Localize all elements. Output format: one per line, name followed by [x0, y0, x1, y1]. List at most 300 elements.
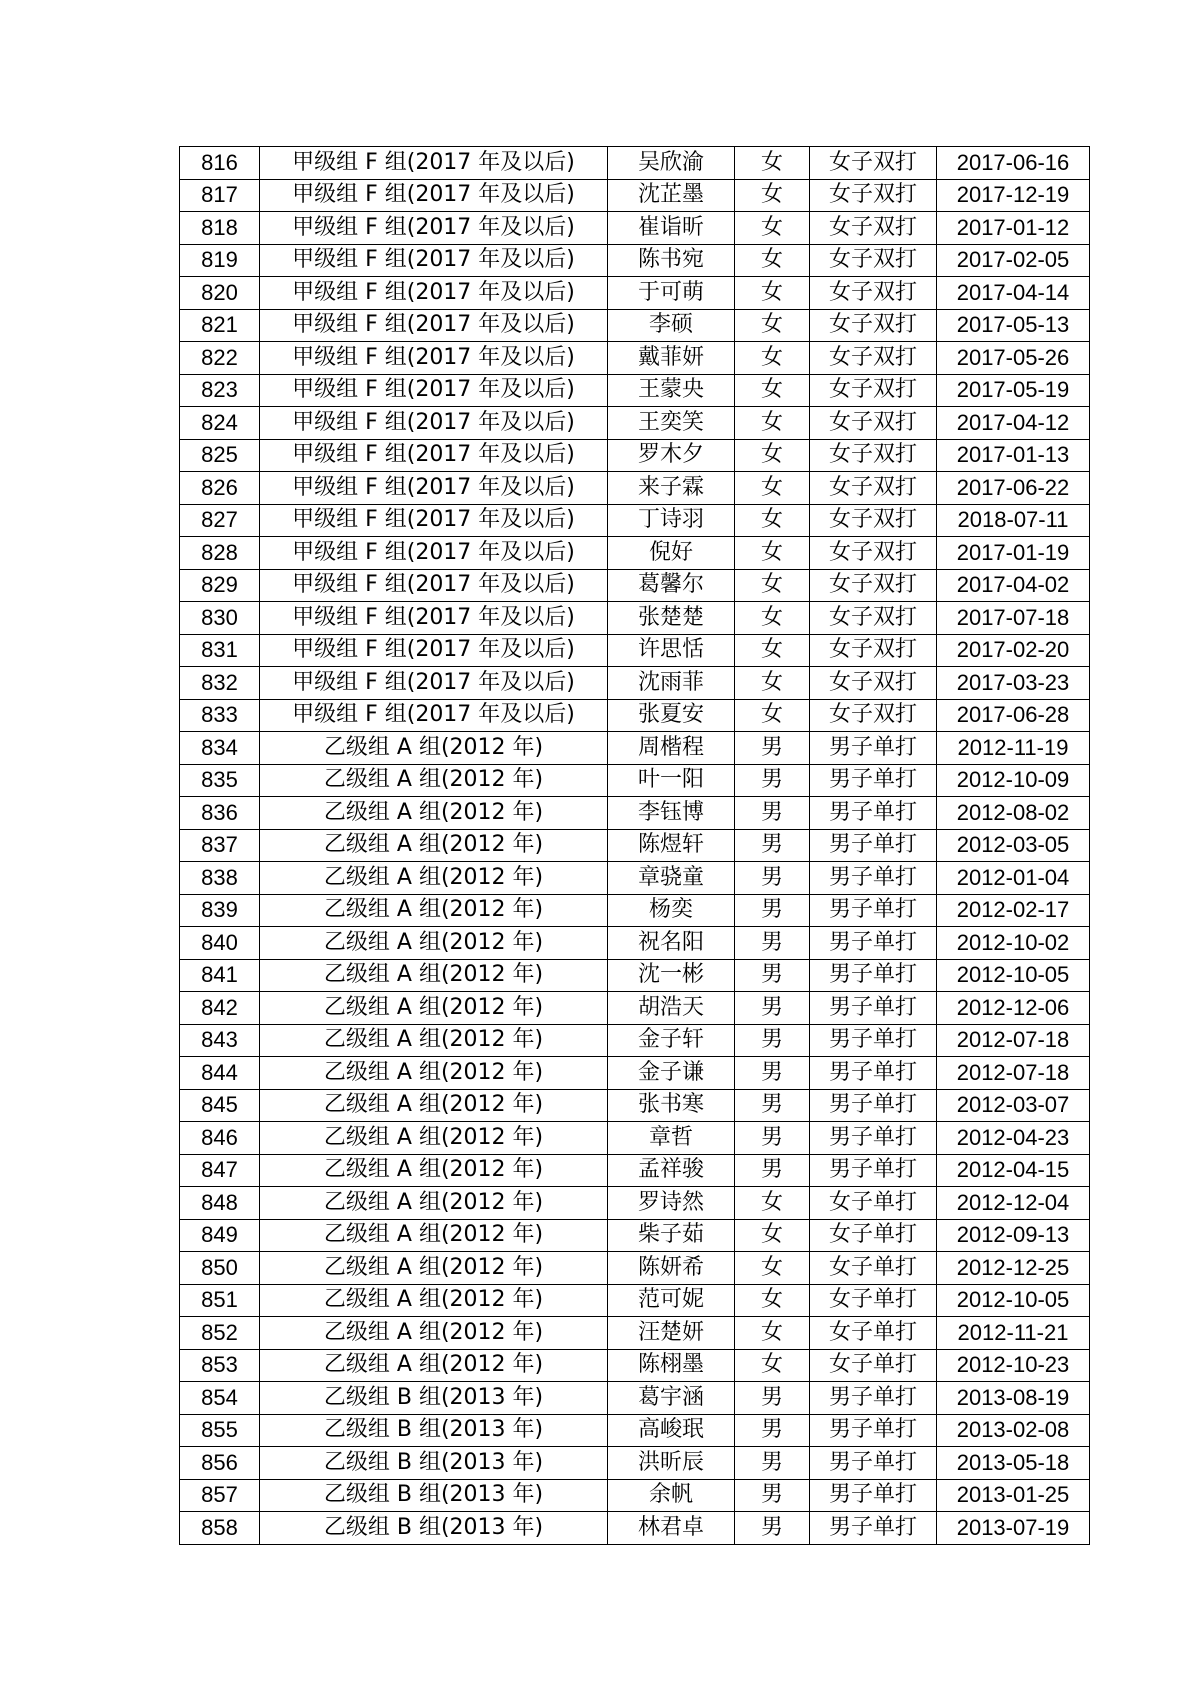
table-row — [180, 309, 1090, 342]
gender-cell: 女 — [735, 472, 810, 505]
gender-cell: 男 — [735, 862, 810, 895]
roster-table-body — [180, 147, 1090, 1545]
gender-cell: 女 — [735, 1219, 810, 1252]
gender-cell: 女 — [735, 634, 810, 667]
gender-cell: 女 — [735, 179, 810, 212]
birthdate-cell: 2012-12-06 — [937, 992, 1090, 1025]
entry-number-cell: 857 — [180, 1479, 260, 1512]
gender-cell: 女 — [735, 1187, 810, 1220]
group-cell: 甲级组 F 组(2017 年及以后) — [260, 667, 608, 700]
gender-cell: 女 — [735, 667, 810, 700]
player-name-cell: 罗木夕 — [608, 439, 735, 472]
table-row — [180, 894, 1090, 927]
table-row — [180, 1349, 1090, 1382]
birthdate-cell: 2012-10-05 — [937, 959, 1090, 992]
group-cell: 乙级组 A 组(2012 年) — [260, 1349, 608, 1382]
group-cell: 甲级组 F 组(2017 年及以后) — [260, 504, 608, 537]
player-name-cell: 张楚楚 — [608, 602, 735, 635]
entry-number-cell: 824 — [180, 407, 260, 440]
event-cell: 女子双打 — [810, 699, 937, 732]
birthdate-cell: 2012-10-05 — [937, 1284, 1090, 1317]
gender-cell: 男 — [735, 1089, 810, 1122]
gender-cell: 男 — [735, 1024, 810, 1057]
table-row — [180, 374, 1090, 407]
table-row — [180, 179, 1090, 212]
table-row — [180, 569, 1090, 602]
birthdate-cell: 2012-10-09 — [937, 764, 1090, 797]
event-cell: 女子双打 — [810, 277, 937, 310]
entry-number-cell: 841 — [180, 959, 260, 992]
table-row — [180, 667, 1090, 700]
entry-number-cell: 852 — [180, 1317, 260, 1350]
gender-cell: 男 — [735, 1382, 810, 1415]
group-cell: 乙级组 A 组(2012 年) — [260, 829, 608, 862]
group-cell: 甲级组 F 组(2017 年及以后) — [260, 212, 608, 245]
event-cell: 男子单打 — [810, 797, 937, 830]
group-cell: 甲级组 F 组(2017 年及以后) — [260, 699, 608, 732]
entry-number-cell: 830 — [180, 602, 260, 635]
entry-number-cell: 853 — [180, 1349, 260, 1382]
table-row — [180, 1154, 1090, 1187]
gender-cell: 女 — [735, 569, 810, 602]
entry-number-cell: 834 — [180, 732, 260, 765]
group-cell: 甲级组 F 组(2017 年及以后) — [260, 342, 608, 375]
event-cell: 男子单打 — [810, 1382, 937, 1415]
birthdate-cell: 2012-09-13 — [937, 1219, 1090, 1252]
entry-number-cell: 844 — [180, 1057, 260, 1090]
player-name-cell: 来子霖 — [608, 472, 735, 505]
gender-cell: 女 — [735, 1284, 810, 1317]
player-name-cell: 沈雨菲 — [608, 667, 735, 700]
group-cell: 乙级组 A 组(2012 年) — [260, 894, 608, 927]
player-name-cell: 许思恬 — [608, 634, 735, 667]
entry-number-cell: 817 — [180, 179, 260, 212]
entry-number-cell: 823 — [180, 374, 260, 407]
table-row — [180, 1089, 1090, 1122]
gender-cell: 男 — [735, 1122, 810, 1155]
event-cell: 女子双打 — [810, 244, 937, 277]
birthdate-cell: 2017-01-13 — [937, 439, 1090, 472]
group-cell: 甲级组 F 组(2017 年及以后) — [260, 569, 608, 602]
entry-number-cell: 833 — [180, 699, 260, 732]
table-row — [180, 862, 1090, 895]
birthdate-cell: 2017-04-02 — [937, 569, 1090, 602]
table-row — [180, 1479, 1090, 1512]
player-name-cell: 张书寒 — [608, 1089, 735, 1122]
player-name-cell: 章骁童 — [608, 862, 735, 895]
group-cell: 甲级组 F 组(2017 年及以后) — [260, 147, 608, 180]
birthdate-cell: 2012-12-04 — [937, 1187, 1090, 1220]
group-cell: 乙级组 A 组(2012 年) — [260, 992, 608, 1025]
group-cell: 乙级组 A 组(2012 年) — [260, 1252, 608, 1285]
group-cell: 乙级组 B 组(2013 年) — [260, 1382, 608, 1415]
birthdate-cell: 2012-10-02 — [937, 927, 1090, 960]
gender-cell: 男 — [735, 829, 810, 862]
player-name-cell: 陈书宛 — [608, 244, 735, 277]
entry-number-cell: 849 — [180, 1219, 260, 1252]
player-name-cell: 高峻珉 — [608, 1414, 735, 1447]
group-cell: 乙级组 B 组(2013 年) — [260, 1512, 608, 1545]
group-cell: 乙级组 A 组(2012 年) — [260, 1317, 608, 1350]
gender-cell: 女 — [735, 147, 810, 180]
table-row — [180, 439, 1090, 472]
entry-number-cell: 848 — [180, 1187, 260, 1220]
entry-number-cell: 835 — [180, 764, 260, 797]
birthdate-cell: 2017-02-20 — [937, 634, 1090, 667]
event-cell: 女子双打 — [810, 309, 937, 342]
event-cell: 女子双打 — [810, 374, 937, 407]
birthdate-cell: 2012-08-02 — [937, 797, 1090, 830]
entry-number-cell: 839 — [180, 894, 260, 927]
table-row — [180, 927, 1090, 960]
group-cell: 乙级组 A 组(2012 年) — [260, 1122, 608, 1155]
birthdate-cell: 2012-02-17 — [937, 894, 1090, 927]
gender-cell: 男 — [735, 1057, 810, 1090]
birthdate-cell: 2017-05-13 — [937, 309, 1090, 342]
entry-number-cell: 837 — [180, 829, 260, 862]
player-name-cell: 洪昕辰 — [608, 1447, 735, 1480]
entry-number-cell: 840 — [180, 927, 260, 960]
entry-number-cell: 846 — [180, 1122, 260, 1155]
event-cell: 女子双打 — [810, 537, 937, 570]
table-row — [180, 1219, 1090, 1252]
table-row — [180, 959, 1090, 992]
group-cell: 甲级组 F 组(2017 年及以后) — [260, 374, 608, 407]
player-name-cell: 余帆 — [608, 1479, 735, 1512]
birthdate-cell: 2013-01-25 — [937, 1479, 1090, 1512]
player-name-cell: 章哲 — [608, 1122, 735, 1155]
gender-cell: 男 — [735, 797, 810, 830]
birthdate-cell: 2017-06-22 — [937, 472, 1090, 505]
player-name-cell: 孟祥骏 — [608, 1154, 735, 1187]
table-row — [180, 829, 1090, 862]
entry-number-cell: 827 — [180, 504, 260, 537]
table-row — [180, 504, 1090, 537]
birthdate-cell: 2017-04-14 — [937, 277, 1090, 310]
table-row — [180, 764, 1090, 797]
group-cell: 乙级组 A 组(2012 年) — [260, 1057, 608, 1090]
event-cell: 女子双打 — [810, 342, 937, 375]
gender-cell: 女 — [735, 1252, 810, 1285]
gender-cell: 女 — [735, 699, 810, 732]
table-row — [180, 602, 1090, 635]
birthdate-cell: 2012-07-18 — [937, 1057, 1090, 1090]
gender-cell: 男 — [735, 927, 810, 960]
birthdate-cell: 2012-04-23 — [937, 1122, 1090, 1155]
table-row — [180, 212, 1090, 245]
entry-number-cell: 856 — [180, 1447, 260, 1480]
event-cell: 男子单打 — [810, 1512, 937, 1545]
event-cell: 男子单打 — [810, 732, 937, 765]
gender-cell: 女 — [735, 212, 810, 245]
player-name-cell: 金子谦 — [608, 1057, 735, 1090]
birthdate-cell: 2012-03-07 — [937, 1089, 1090, 1122]
event-cell: 女子单打 — [810, 1219, 937, 1252]
birthdate-cell: 2012-07-18 — [937, 1024, 1090, 1057]
entry-number-cell: 829 — [180, 569, 260, 602]
event-cell: 女子单打 — [810, 1284, 937, 1317]
birthdate-cell: 2012-11-21 — [937, 1317, 1090, 1350]
table-row — [180, 1284, 1090, 1317]
event-cell: 女子双打 — [810, 667, 937, 700]
group-cell: 乙级组 A 组(2012 年) — [260, 927, 608, 960]
entry-number-cell: 858 — [180, 1512, 260, 1545]
birthdate-cell: 2012-03-05 — [937, 829, 1090, 862]
event-cell: 女子双打 — [810, 439, 937, 472]
event-cell: 男子单打 — [810, 1122, 937, 1155]
gender-cell: 男 — [735, 992, 810, 1025]
group-cell: 甲级组 F 组(2017 年及以后) — [260, 244, 608, 277]
player-name-cell: 胡浩天 — [608, 992, 735, 1025]
birthdate-cell: 2017-01-12 — [937, 212, 1090, 245]
table-row — [180, 537, 1090, 570]
player-name-cell: 于可萌 — [608, 277, 735, 310]
event-cell: 男子单打 — [810, 894, 937, 927]
player-name-cell: 吴欣渝 — [608, 147, 735, 180]
group-cell: 乙级组 A 组(2012 年) — [260, 1154, 608, 1187]
gender-cell: 男 — [735, 1154, 810, 1187]
player-name-cell: 李钰博 — [608, 797, 735, 830]
birthdate-cell: 2017-05-26 — [937, 342, 1090, 375]
event-cell: 女子双打 — [810, 179, 937, 212]
player-name-cell: 葛宇涵 — [608, 1382, 735, 1415]
group-cell: 乙级组 B 组(2013 年) — [260, 1479, 608, 1512]
birthdate-cell: 2017-06-28 — [937, 699, 1090, 732]
player-name-cell: 周楷程 — [608, 732, 735, 765]
player-name-cell: 杨奕 — [608, 894, 735, 927]
table-row — [180, 1414, 1090, 1447]
player-name-cell: 范可妮 — [608, 1284, 735, 1317]
player-name-cell: 葛馨尔 — [608, 569, 735, 602]
player-name-cell: 戴菲妍 — [608, 342, 735, 375]
table-row — [180, 147, 1090, 180]
gender-cell: 女 — [735, 342, 810, 375]
player-name-cell: 王蒙央 — [608, 374, 735, 407]
gender-cell: 男 — [735, 1512, 810, 1545]
event-cell: 女子单打 — [810, 1317, 937, 1350]
event-cell: 男子单打 — [810, 1089, 937, 1122]
entry-number-cell: 821 — [180, 309, 260, 342]
group-cell: 乙级组 A 组(2012 年) — [260, 1024, 608, 1057]
player-name-cell: 丁诗羽 — [608, 504, 735, 537]
gender-cell: 男 — [735, 1447, 810, 1480]
birthdate-cell: 2013-02-08 — [937, 1414, 1090, 1447]
group-cell: 乙级组 B 组(2013 年) — [260, 1414, 608, 1447]
entry-number-cell: 828 — [180, 537, 260, 570]
player-name-cell: 罗诗然 — [608, 1187, 735, 1220]
event-cell: 女子双打 — [810, 212, 937, 245]
group-cell: 乙级组 A 组(2012 年) — [260, 862, 608, 895]
group-cell: 甲级组 F 组(2017 年及以后) — [260, 634, 608, 667]
player-name-cell: 张夏安 — [608, 699, 735, 732]
entry-number-cell: 818 — [180, 212, 260, 245]
group-cell: 乙级组 B 组(2013 年) — [260, 1447, 608, 1480]
event-cell: 男子单打 — [810, 829, 937, 862]
entry-number-cell: 847 — [180, 1154, 260, 1187]
birthdate-cell: 2017-05-19 — [937, 374, 1090, 407]
event-cell: 女子单打 — [810, 1187, 937, 1220]
event-cell: 女子双打 — [810, 147, 937, 180]
table-row — [180, 1512, 1090, 1545]
entry-number-cell: 851 — [180, 1284, 260, 1317]
group-cell: 乙级组 A 组(2012 年) — [260, 797, 608, 830]
entry-number-cell: 836 — [180, 797, 260, 830]
table-row — [180, 797, 1090, 830]
group-cell: 甲级组 F 组(2017 年及以后) — [260, 407, 608, 440]
event-cell: 男子单打 — [810, 1414, 937, 1447]
birthdate-cell: 2012-04-15 — [937, 1154, 1090, 1187]
birthdate-cell: 2012-12-25 — [937, 1252, 1090, 1285]
entry-number-cell: 831 — [180, 634, 260, 667]
birthdate-cell: 2013-08-19 — [937, 1382, 1090, 1415]
entry-number-cell: 838 — [180, 862, 260, 895]
birthdate-cell: 2017-01-19 — [937, 537, 1090, 570]
birthdate-cell: 2013-05-18 — [937, 1447, 1090, 1480]
player-name-cell: 李硕 — [608, 309, 735, 342]
gender-cell: 男 — [735, 1414, 810, 1447]
gender-cell: 男 — [735, 894, 810, 927]
table-row — [180, 472, 1090, 505]
gender-cell: 女 — [735, 407, 810, 440]
player-name-cell: 林君卓 — [608, 1512, 735, 1545]
player-name-cell: 陈妍希 — [608, 1252, 735, 1285]
event-cell: 女子双打 — [810, 504, 937, 537]
player-name-cell: 王奕笑 — [608, 407, 735, 440]
group-cell: 甲级组 F 组(2017 年及以后) — [260, 602, 608, 635]
player-name-cell: 柴子茹 — [608, 1219, 735, 1252]
table-row — [180, 1382, 1090, 1415]
entry-number-cell: 845 — [180, 1089, 260, 1122]
event-cell: 男子单打 — [810, 959, 937, 992]
gender-cell: 女 — [735, 504, 810, 537]
group-cell: 乙级组 A 组(2012 年) — [260, 1089, 608, 1122]
player-name-cell: 金子轩 — [608, 1024, 735, 1057]
entry-number-cell: 850 — [180, 1252, 260, 1285]
roster-table — [179, 146, 1090, 1545]
gender-cell: 女 — [735, 309, 810, 342]
table-row — [180, 342, 1090, 375]
birthdate-cell: 2017-03-23 — [937, 667, 1090, 700]
gender-cell: 男 — [735, 764, 810, 797]
birthdate-cell: 2018-07-11 — [937, 504, 1090, 537]
group-cell: 甲级组 F 组(2017 年及以后) — [260, 439, 608, 472]
entry-number-cell: 816 — [180, 147, 260, 180]
group-cell: 乙级组 A 组(2012 年) — [260, 764, 608, 797]
group-cell: 乙级组 A 组(2012 年) — [260, 1219, 608, 1252]
table-row — [180, 407, 1090, 440]
table-row — [180, 634, 1090, 667]
table-row — [180, 1252, 1090, 1285]
birthdate-cell: 2017-07-18 — [937, 602, 1090, 635]
table-row — [180, 1122, 1090, 1155]
player-name-cell: 倪好 — [608, 537, 735, 570]
gender-cell: 女 — [735, 244, 810, 277]
event-cell: 女子单打 — [810, 1252, 937, 1285]
event-cell: 男子单打 — [810, 764, 937, 797]
group-cell: 甲级组 F 组(2017 年及以后) — [260, 277, 608, 310]
player-name-cell: 崔诣昕 — [608, 212, 735, 245]
group-cell: 乙级组 A 组(2012 年) — [260, 1187, 608, 1220]
event-cell: 女子双打 — [810, 407, 937, 440]
event-cell: 男子单打 — [810, 1024, 937, 1057]
table-row — [180, 277, 1090, 310]
birthdate-cell: 2012-11-19 — [937, 732, 1090, 765]
gender-cell: 男 — [735, 959, 810, 992]
event-cell: 男子单打 — [810, 1057, 937, 1090]
gender-cell: 女 — [735, 537, 810, 570]
entry-number-cell: 826 — [180, 472, 260, 505]
player-name-cell: 沈芷墨 — [608, 179, 735, 212]
table-row — [180, 1187, 1090, 1220]
entry-number-cell: 843 — [180, 1024, 260, 1057]
event-cell: 男子单打 — [810, 1447, 937, 1480]
birthdate-cell: 2017-04-12 — [937, 407, 1090, 440]
group-cell: 甲级组 F 组(2017 年及以后) — [260, 537, 608, 570]
birthdate-cell: 2017-06-16 — [937, 147, 1090, 180]
player-name-cell: 陈煜轩 — [608, 829, 735, 862]
table-row — [180, 1024, 1090, 1057]
entry-number-cell: 842 — [180, 992, 260, 1025]
event-cell: 女子双打 — [810, 602, 937, 635]
entry-number-cell: 825 — [180, 439, 260, 472]
group-cell: 乙级组 A 组(2012 年) — [260, 1284, 608, 1317]
table-row — [180, 244, 1090, 277]
player-name-cell: 沈一彬 — [608, 959, 735, 992]
gender-cell: 女 — [735, 1349, 810, 1382]
gender-cell: 女 — [735, 374, 810, 407]
birthdate-cell: 2017-02-05 — [937, 244, 1090, 277]
birthdate-cell: 2012-10-23 — [937, 1349, 1090, 1382]
gender-cell: 女 — [735, 277, 810, 310]
gender-cell: 女 — [735, 602, 810, 635]
birthdate-cell: 2017-12-19 — [937, 179, 1090, 212]
gender-cell: 男 — [735, 732, 810, 765]
group-cell: 乙级组 A 组(2012 年) — [260, 959, 608, 992]
entry-number-cell: 832 — [180, 667, 260, 700]
event-cell: 女子单打 — [810, 1349, 937, 1382]
birthdate-cell: 2012-01-04 — [937, 862, 1090, 895]
group-cell: 乙级组 A 组(2012 年) — [260, 732, 608, 765]
player-name-cell: 汪楚妍 — [608, 1317, 735, 1350]
event-cell: 女子双打 — [810, 569, 937, 602]
group-cell: 甲级组 F 组(2017 年及以后) — [260, 472, 608, 505]
group-cell: 甲级组 F 组(2017 年及以后) — [260, 309, 608, 342]
birthdate-cell: 2013-07-19 — [937, 1512, 1090, 1545]
event-cell: 男子单打 — [810, 927, 937, 960]
group-cell: 甲级组 F 组(2017 年及以后) — [260, 179, 608, 212]
event-cell: 男子单打 — [810, 1479, 937, 1512]
gender-cell: 男 — [735, 1479, 810, 1512]
player-name-cell: 祝名阳 — [608, 927, 735, 960]
gender-cell: 女 — [735, 1317, 810, 1350]
event-cell: 女子双打 — [810, 634, 937, 667]
event-cell: 女子双打 — [810, 472, 937, 505]
entry-number-cell: 820 — [180, 277, 260, 310]
entry-number-cell: 855 — [180, 1414, 260, 1447]
table-row — [180, 1057, 1090, 1090]
table-row — [180, 699, 1090, 732]
table-row — [180, 1317, 1090, 1350]
table-row — [180, 732, 1090, 765]
table-row — [180, 992, 1090, 1025]
table-row — [180, 1447, 1090, 1480]
player-name-cell: 叶一阳 — [608, 764, 735, 797]
entry-number-cell: 822 — [180, 342, 260, 375]
event-cell: 男子单打 — [810, 862, 937, 895]
entry-number-cell: 854 — [180, 1382, 260, 1415]
event-cell: 男子单打 — [810, 1154, 937, 1187]
player-name-cell: 陈栩墨 — [608, 1349, 735, 1382]
